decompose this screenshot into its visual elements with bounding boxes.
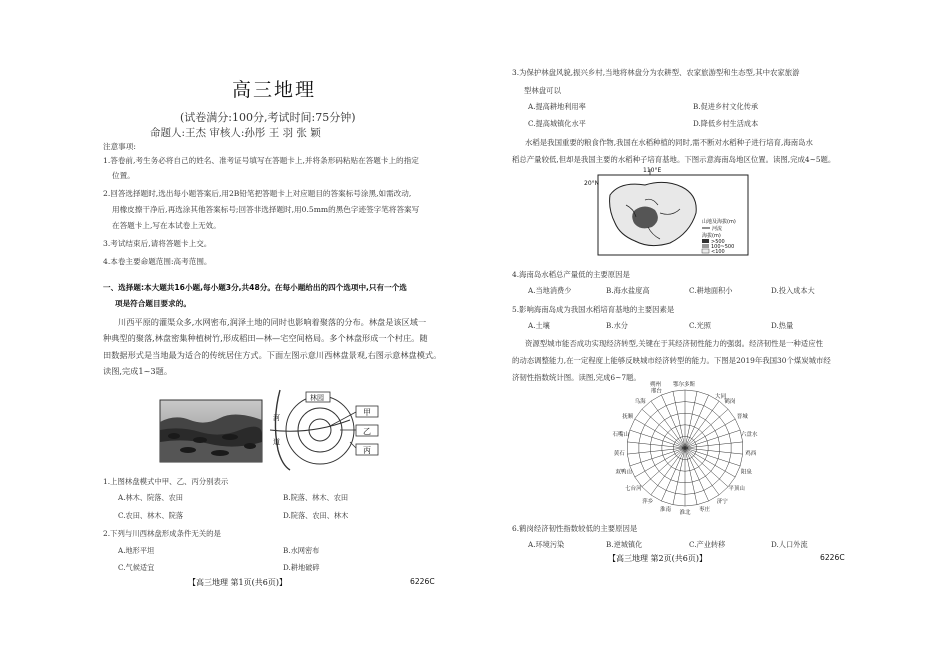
radar-spoke bbox=[685, 395, 709, 448]
q4-option-b[interactable]: B.海水盐度高 bbox=[606, 286, 650, 295]
q3-option-a[interactable]: A.提高耕地利用率 bbox=[528, 102, 586, 111]
q3-option-c[interactable]: C.提高城镇化水平 bbox=[528, 119, 586, 128]
city-label: 鸡西 bbox=[745, 450, 757, 457]
q2-option-b[interactable]: B.水网密布 bbox=[283, 546, 320, 555]
q6-option-a[interactable]: A.环境污染 bbox=[528, 540, 565, 549]
hainan-map bbox=[584, 165, 750, 257]
legend-low: <100 bbox=[711, 249, 725, 255]
q5-option-d[interactable]: D.热量 bbox=[771, 321, 794, 330]
exam-info: (试卷满分:100分,考试时间:75分钟) bbox=[180, 111, 356, 124]
city-label: 济宁 bbox=[716, 498, 728, 505]
page-footer: 【高三地理 第2页(共6页)】 bbox=[608, 554, 707, 563]
passage-line: 读图,完成1~3题。 bbox=[103, 366, 173, 376]
question-4-stem: 4.海南岛水稻总产量低的主要原因是 bbox=[512, 270, 630, 279]
legend-mid: 100~500 bbox=[711, 244, 735, 250]
q2-option-a[interactable]: A.地形平坦 bbox=[118, 546, 155, 555]
notes-heading: 注意事项: bbox=[103, 142, 136, 151]
question-1-stem: 1.上图林盘模式中甲、乙、丙分别表示 bbox=[103, 477, 229, 486]
q1-option-c[interactable]: C.农田、林木、院落 bbox=[118, 511, 184, 520]
city-label-ordos: 鄂尔多斯 bbox=[673, 382, 696, 388]
q1-option-b[interactable]: B.院落、林木、农田 bbox=[283, 493, 349, 502]
passage-line: 济韧性指数统计图。读图,完成6~7题。 bbox=[512, 373, 641, 382]
passage-line: 水稻是我国重要的粮食作物,我国在水稻种植的同时,需不断对水稻种子进行培育,海南岛水 bbox=[525, 138, 813, 147]
radar-spoke bbox=[642, 409, 685, 448]
city-label: 平顶山 bbox=[728, 485, 745, 492]
radar-spoke bbox=[661, 448, 685, 501]
q3-option-b[interactable]: B.促进乡村文化传承 bbox=[693, 102, 759, 111]
q4-option-d[interactable]: D.投入成本大 bbox=[771, 286, 815, 295]
exam-code: 6226C bbox=[410, 577, 435, 586]
radar-spoke bbox=[642, 448, 685, 487]
note-line: 位置。 bbox=[112, 171, 135, 180]
note-line: 用橡皮擦干净后,再选涂其他答案标号;回答非选择题时,用0.5mm的黑色字迹签字笔将答案写 bbox=[112, 205, 420, 214]
linpan-model-diagram bbox=[270, 390, 385, 470]
note-line: 2.回答选择题时,选出每小题答案后,用2B铅笔把答题卡上对应题目的答案标号涂黑,如需改动, bbox=[103, 189, 412, 198]
passage-line: 种典型的聚落,林盘密集种植树竹,形成稻田—林—宅空间格局。多个林盘形成一个村庄。随 bbox=[103, 333, 428, 343]
q4-option-a[interactable]: A.当地消费少 bbox=[528, 286, 572, 295]
legend-high: >500 bbox=[711, 239, 725, 245]
q5-option-c[interactable]: C.光照 bbox=[689, 321, 711, 330]
question-5-stem: 5.影响海南岛成为我国水稻培育基地的主要因素是 bbox=[512, 305, 675, 314]
q1-option-a[interactable]: A.林木、院落、农田 bbox=[118, 493, 183, 502]
linpan-landscape-photo bbox=[160, 400, 262, 462]
city-label: 晋城 bbox=[736, 414, 748, 420]
resilience-radar-chart bbox=[605, 378, 765, 516]
section-heading-cont: 项是符合题目要求的。 bbox=[115, 299, 191, 308]
city-label: 七台河 bbox=[625, 485, 642, 492]
city-label: 鹤岗 bbox=[724, 399, 736, 406]
city-label: 石嘴山 bbox=[612, 431, 629, 438]
legend-title: 山地及海拔(m) bbox=[702, 219, 736, 225]
city-label: 乌海 bbox=[634, 399, 646, 406]
city-label-datong: 大同 bbox=[715, 394, 727, 400]
city-label: 黄石 bbox=[613, 450, 625, 457]
note-line: 在答题卡上,写在本试卷上无效。 bbox=[112, 221, 221, 230]
q2-option-c[interactable]: C.气候适宜 bbox=[118, 563, 155, 572]
q6-option-c[interactable]: C.产业转移 bbox=[689, 540, 726, 549]
lon-label: 110°E bbox=[643, 167, 662, 174]
section-heading: 一、选择题:本大题共16小题,每小题3分,共48分。在每小题给出的四个选项中,只有一个选 bbox=[103, 283, 407, 292]
radar-spoke bbox=[685, 409, 728, 448]
legend-river: 河流 bbox=[712, 226, 723, 232]
box-yi: 乙 bbox=[363, 427, 371, 436]
note-line: 4.本卷主要命题范围:高考范围。 bbox=[103, 257, 212, 266]
passage-line: 田数据形式是当地最为适合的传统居住方式。下面左图示意川西林盘景观,右图示意林盘模式。 bbox=[103, 350, 442, 360]
passage-line: 资源型城市能否成功实现经济转型,关键在于其经济韧性能力的强弱。经济韧性是一种适应性 bbox=[525, 339, 823, 348]
page-title: 高三地理 bbox=[232, 79, 317, 101]
q4-option-c[interactable]: C.耕地面积小 bbox=[689, 286, 733, 295]
exam-code: 6226C bbox=[820, 553, 845, 562]
radar-spoke bbox=[685, 448, 709, 501]
passage-line: 稻总产量较低,但却是我国主要的水稻种子培育基地。下图示意海南岛地区位置。读图,完成4~5题。 bbox=[512, 155, 836, 164]
box-jia: 甲 bbox=[363, 408, 371, 417]
question-3-stem: 3.为保护林盘风貌,振兴乡村,当地将林盘分为农耕型、农家旅游型和生态型,其中农家旅游 bbox=[512, 68, 800, 77]
city-label: 淮南 bbox=[659, 507, 672, 514]
city-label: 双鸭山 bbox=[615, 469, 632, 476]
q6-option-b[interactable]: B.逆城镇化 bbox=[606, 540, 643, 549]
label-river: 河 bbox=[273, 414, 280, 422]
page-footer: 【高三地理 第1页(共6页)】 bbox=[188, 578, 287, 587]
radar-spoke bbox=[685, 448, 728, 487]
legend-altitude: 海拔(m) bbox=[702, 233, 721, 239]
q2-option-d[interactable]: D.耕地破碎 bbox=[283, 563, 320, 572]
authors: 命题人:王杰 审核人:孙彤 王 羽 张 颖 bbox=[150, 127, 321, 139]
right-page bbox=[475, 0, 950, 672]
note-line: 1.答卷前,考生务必将自己的姓名、准考证号填写在答题卡上,并将条形码粘贴在答题卡上的指定 bbox=[103, 156, 419, 165]
note-line: 3.考试结束后,请将答题卡上交。 bbox=[103, 239, 212, 248]
radar-spoke bbox=[661, 395, 685, 448]
q5-option-b[interactable]: B.水分 bbox=[606, 321, 628, 330]
question-6-stem: 6.鹤岗经济韧性指数较低的主要原因是 bbox=[512, 524, 638, 533]
city-label: 抚顺 bbox=[622, 414, 634, 420]
city-label: 阳泉 bbox=[740, 469, 752, 476]
q1-option-d[interactable]: D.院落、农田、林木 bbox=[283, 511, 349, 520]
passage-line: 的动态调整能力,在一定程度上能够反映城市经济转型的能力。下图是2019年我国30个煤炭城市经 bbox=[512, 356, 831, 365]
city-label: 邢台 bbox=[650, 388, 662, 395]
box-bing: 丙 bbox=[363, 446, 371, 455]
city-label: 淮北 bbox=[679, 510, 691, 516]
q6-option-d[interactable]: D.人口外流 bbox=[771, 540, 808, 549]
question-3-stem-cont: 型林盘可以 bbox=[524, 86, 561, 95]
city-label: 六盘水 bbox=[741, 431, 758, 438]
question-2-stem: 2.下列与川西林盘形成条件无关的是 bbox=[103, 529, 221, 538]
city-label-shuozhou: 朔州 bbox=[650, 382, 662, 388]
label-road: 道 bbox=[273, 438, 280, 446]
lat-label: 20°N bbox=[584, 180, 600, 187]
q3-option-d[interactable]: D.降低乡村生活成本 bbox=[693, 119, 759, 128]
label-linyuan: 林园 bbox=[310, 394, 324, 402]
passage-line: 川西平原的灌渠众多,水网密布,润泽土地的同时也影响着聚落的分布。林盘是该区域一 bbox=[118, 317, 427, 327]
city-label: 萍乡 bbox=[642, 498, 654, 505]
q5-option-a[interactable]: A.土壤 bbox=[528, 321, 550, 330]
city-label: 枣庄 bbox=[698, 507, 711, 514]
